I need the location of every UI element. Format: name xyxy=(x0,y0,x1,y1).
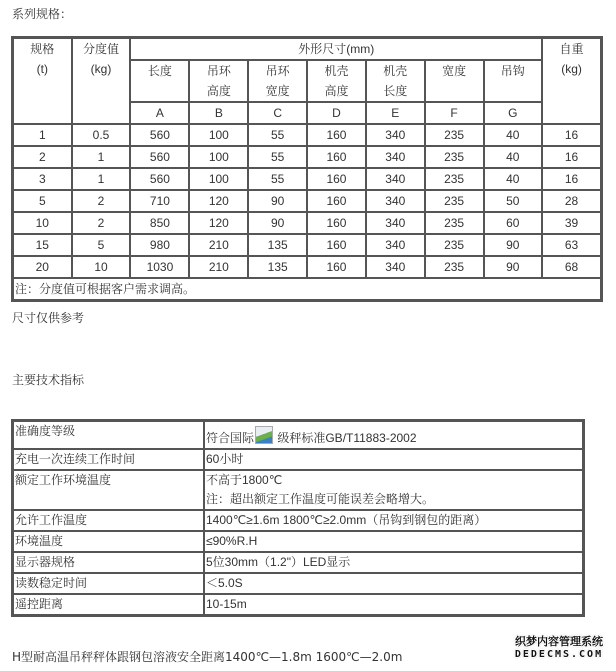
cell: 850 xyxy=(130,212,189,234)
cell: 235 xyxy=(425,124,484,146)
cell: 135 xyxy=(248,234,307,256)
cell: 68 xyxy=(542,256,601,278)
tech-label: 充电一次连续工作时间 xyxy=(13,449,204,470)
cell: 340 xyxy=(366,124,425,146)
table-row xyxy=(13,124,601,146)
cell: 980 xyxy=(130,234,189,256)
series-spec-table xyxy=(11,36,603,302)
cell: 40 xyxy=(484,124,543,146)
table-row xyxy=(13,146,601,168)
subheader-b-label: 吊环 xyxy=(206,64,231,78)
header-division-unit: (kg) xyxy=(90,62,112,76)
cell: 3 xyxy=(13,168,72,190)
header-capacity-unit: (t) xyxy=(36,62,48,76)
cell: 2 xyxy=(72,190,131,212)
header-weight-label: 自重 xyxy=(559,42,584,56)
broken-image-icon xyxy=(255,426,273,444)
cell: 2 xyxy=(13,146,72,168)
watermark-line1: 织梦内容管理系统 xyxy=(515,635,603,648)
subheader-d xyxy=(307,60,366,102)
cell: 90 xyxy=(248,212,307,234)
tech-value-text: 级秤标准GB/T11883-2002 xyxy=(274,431,417,445)
cell: 235 xyxy=(425,234,484,256)
subheader-f xyxy=(425,60,484,102)
code-c: C xyxy=(248,102,307,124)
cell: 55 xyxy=(248,168,307,190)
tech-value-text: 不高于1800℃ xyxy=(206,473,283,487)
cell: 1 xyxy=(72,168,131,190)
tech-label: 准确度等级 xyxy=(13,421,204,449)
header-dimensions: 外形尺寸(mm) xyxy=(130,38,542,60)
cell: 160 xyxy=(307,124,366,146)
section-title-series-spec: 系列规格： xyxy=(12,7,73,21)
safety-distance-text: H型耐高温吊秤秤体跟钢包溶液安全距离1400℃—1.8m 1600℃—2.0m xyxy=(12,650,403,664)
cell: 340 xyxy=(366,190,425,212)
cell: 16 xyxy=(542,124,601,146)
table-row xyxy=(13,470,583,510)
cell: 90 xyxy=(484,234,543,256)
tech-value: 60小时 xyxy=(204,449,583,470)
cell: 120 xyxy=(189,190,248,212)
cell: 235 xyxy=(425,256,484,278)
header-capacity xyxy=(13,38,72,124)
cell: 2 xyxy=(72,212,131,234)
table-row xyxy=(13,256,601,278)
tech-value: ＜5.0S xyxy=(204,573,583,594)
cell: 160 xyxy=(307,256,366,278)
cell: 10 xyxy=(13,212,72,234)
tech-label: 遥控距离 xyxy=(13,594,204,615)
table-row xyxy=(13,234,601,256)
cell: 1030 xyxy=(130,256,189,278)
table-row xyxy=(13,212,601,234)
cell: 160 xyxy=(307,212,366,234)
size-reference-note: 尺寸仅供参考 xyxy=(12,311,85,325)
cell: 60 xyxy=(484,212,543,234)
cell: 235 xyxy=(425,212,484,234)
tech-label: 显示器规格 xyxy=(13,552,204,573)
cell: 0.5 xyxy=(72,124,131,146)
tech-label: 额定工作环境温度 xyxy=(13,470,204,510)
tech-spec-table xyxy=(11,419,585,617)
cell: 100 xyxy=(189,124,248,146)
cell: 340 xyxy=(366,146,425,168)
table-row xyxy=(13,421,583,449)
cell: 5 xyxy=(13,190,72,212)
cell: 100 xyxy=(189,146,248,168)
tech-value-text: 符合国际 xyxy=(206,431,255,445)
code-e: E xyxy=(366,102,425,124)
cell: 90 xyxy=(248,190,307,212)
section-title-main-tech: 主要技术指标 xyxy=(12,373,85,387)
tech-label: 环境温度 xyxy=(13,531,204,552)
cell: 40 xyxy=(484,146,543,168)
table-row xyxy=(13,573,583,594)
dedecms-watermark xyxy=(505,635,613,661)
cell: 55 xyxy=(248,146,307,168)
cell: 560 xyxy=(130,146,189,168)
subheader-e xyxy=(366,60,425,102)
tech-label: 读数稳定时间 xyxy=(13,573,204,594)
code-a: A xyxy=(130,102,189,124)
code-d: D xyxy=(307,102,366,124)
cell: 560 xyxy=(130,124,189,146)
table-row xyxy=(13,190,601,212)
cell: 160 xyxy=(307,146,366,168)
subheader-a-label: 长度 xyxy=(147,64,172,78)
cell: 55 xyxy=(248,124,307,146)
cell: 1 xyxy=(13,124,72,146)
cell: 235 xyxy=(425,146,484,168)
cell: 235 xyxy=(425,168,484,190)
cell: 340 xyxy=(366,234,425,256)
cell: 340 xyxy=(366,256,425,278)
tech-value: 1400℃≥1.6m 1800℃≥2.0mm（吊钩到钢包的距离） xyxy=(204,510,583,531)
cell: 20 xyxy=(13,256,72,278)
subheader-b xyxy=(189,60,248,102)
table-row xyxy=(13,510,583,531)
cell: 50 xyxy=(484,190,543,212)
cell: 40 xyxy=(484,168,543,190)
cell: 160 xyxy=(307,168,366,190)
subheader-e-label: 机壳 xyxy=(383,64,408,78)
subheader-e-label2: 长度 xyxy=(383,84,408,98)
code-f: F xyxy=(425,102,484,124)
header-weight xyxy=(542,38,601,124)
header-division-label: 分度值 xyxy=(83,42,120,56)
cell: 39 xyxy=(542,212,601,234)
cell: 160 xyxy=(307,234,366,256)
code-g: G xyxy=(484,102,543,124)
tech-label: 允许工作温度 xyxy=(13,510,204,531)
cell: 100 xyxy=(189,168,248,190)
tech-value-note: 注：超出额定工作温度可能误差会略增大。 xyxy=(206,492,435,506)
cell: 28 xyxy=(542,190,601,212)
cell: 16 xyxy=(542,146,601,168)
table-row xyxy=(13,531,583,552)
cell: 340 xyxy=(366,168,425,190)
cell: 90 xyxy=(484,256,543,278)
watermark-line2: DEDECMS.COM xyxy=(514,649,604,660)
subheader-c xyxy=(248,60,307,102)
cell: 10 xyxy=(72,256,131,278)
cell: 560 xyxy=(130,168,189,190)
subheader-g-label: 吊钩 xyxy=(500,64,525,78)
header-division xyxy=(72,38,131,124)
subheader-c-label: 吊环 xyxy=(265,64,290,78)
table-row xyxy=(13,168,601,190)
tech-value xyxy=(204,421,583,449)
cell: 1 xyxy=(72,146,131,168)
subheader-d-label2: 高度 xyxy=(324,84,349,98)
tech-value: 10-15m xyxy=(204,594,583,615)
subheader-f-label: 宽度 xyxy=(442,64,467,78)
subheader-a xyxy=(130,60,189,102)
cell: 235 xyxy=(425,190,484,212)
table-row xyxy=(13,594,583,615)
table-row xyxy=(13,449,583,470)
cell: 63 xyxy=(542,234,601,256)
subheader-g xyxy=(484,60,543,102)
cell: 210 xyxy=(189,234,248,256)
subheader-c-label2: 宽度 xyxy=(265,84,290,98)
tech-value xyxy=(204,470,583,510)
tech-value: 5位30mm（1.2"）LED显示 xyxy=(204,552,583,573)
subheader-d-label: 机壳 xyxy=(324,64,349,78)
cell: 15 xyxy=(13,234,72,256)
cell: 120 xyxy=(189,212,248,234)
header-capacity-label: 规格 xyxy=(30,42,55,56)
cell: 135 xyxy=(248,256,307,278)
tech-value: ≤90%R.H xyxy=(204,531,583,552)
spec-table-note: 注：分度值可根据客户需求调高。 xyxy=(13,278,601,300)
cell: 16 xyxy=(542,168,601,190)
code-b: B xyxy=(189,102,248,124)
cell: 5 xyxy=(72,234,131,256)
cell: 340 xyxy=(366,212,425,234)
header-weight-unit: (kg) xyxy=(561,62,582,76)
cell: 210 xyxy=(189,256,248,278)
cell: 710 xyxy=(130,190,189,212)
table-row xyxy=(13,552,583,573)
cell: 160 xyxy=(307,190,366,212)
subheader-b-label2: 高度 xyxy=(206,84,231,98)
